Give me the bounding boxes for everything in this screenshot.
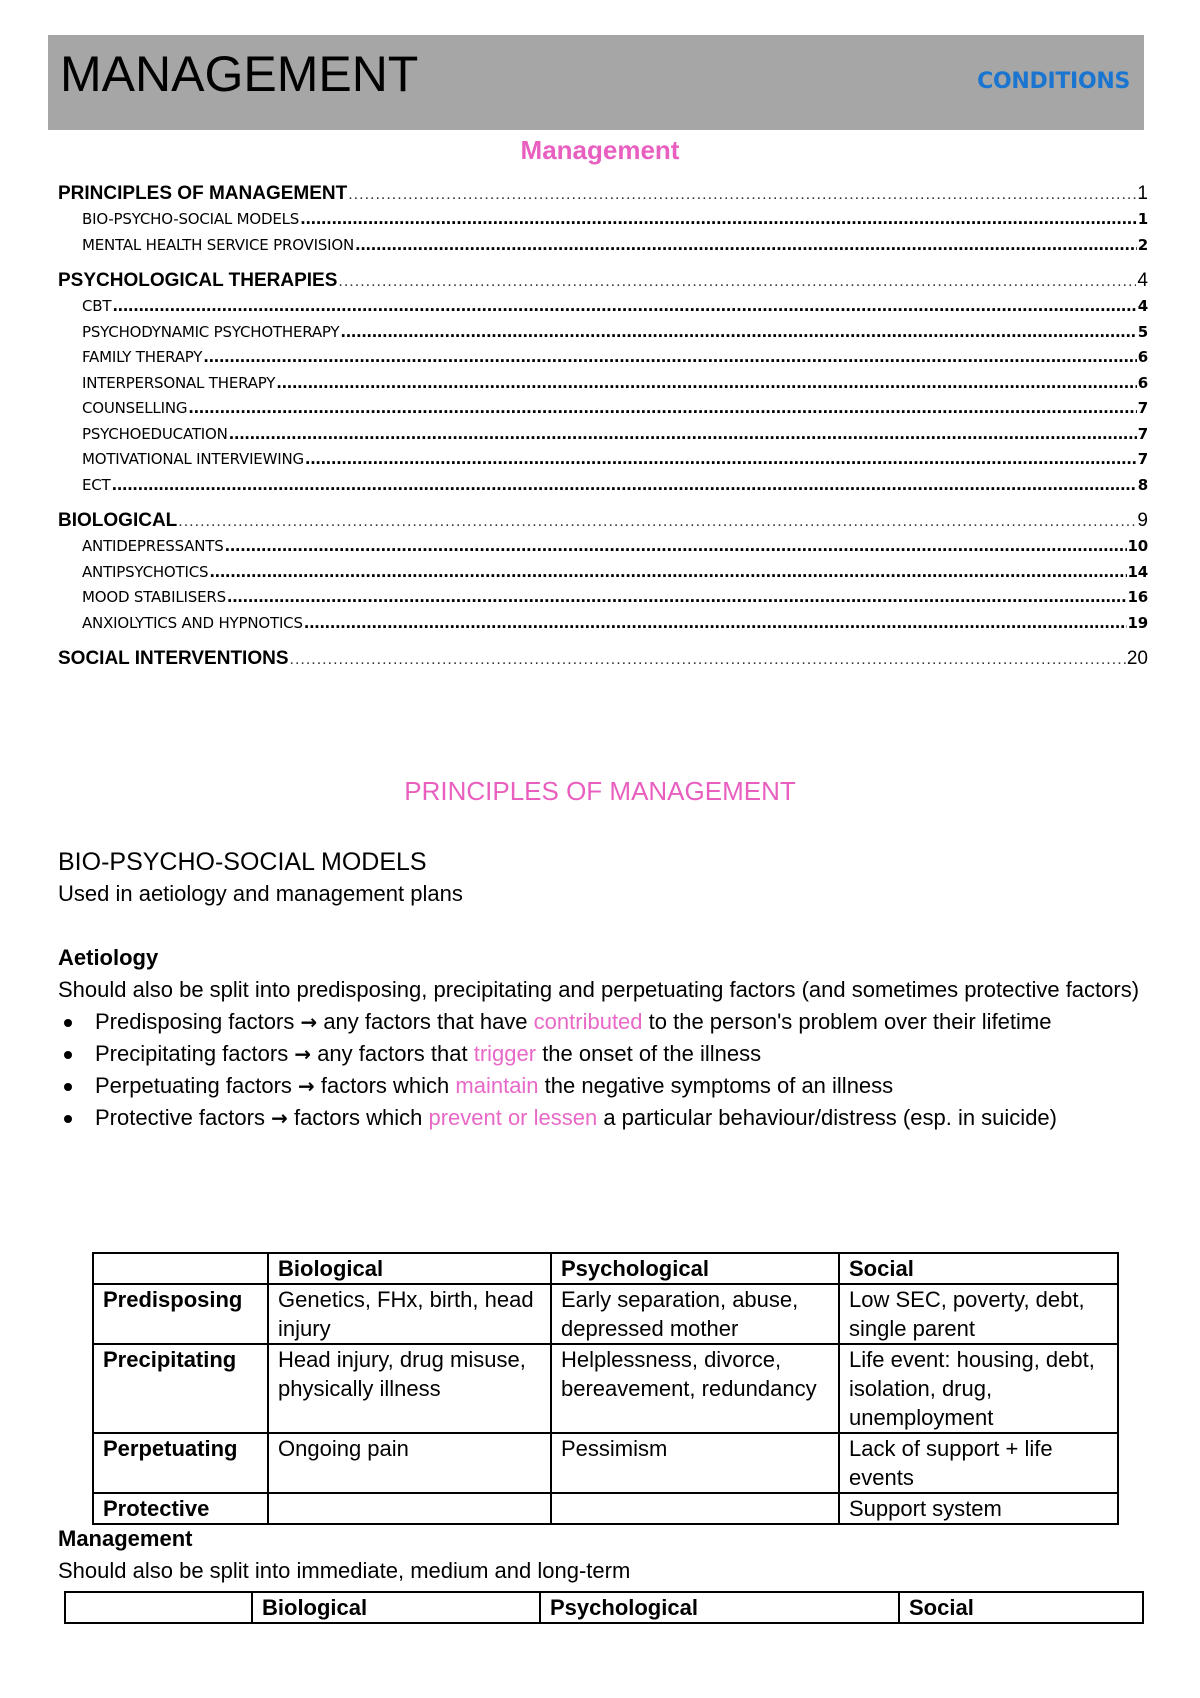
toc-entry[interactable]: [58, 183, 1148, 210]
toc-leader-dots: [338, 273, 1136, 291]
toc-entry-page: 2: [1137, 235, 1148, 254]
table-cell: [268, 1493, 551, 1524]
toc-entry[interactable]: [58, 425, 1148, 451]
toc-entry[interactable]: [58, 399, 1148, 425]
toc-entry[interactable]: [58, 588, 1148, 614]
toc-entry-page: 16: [1127, 588, 1148, 606]
table-row: [93, 1433, 1118, 1493]
bullet-pre: Predisposing factors: [95, 1009, 301, 1034]
toc-entry[interactable]: [58, 348, 1148, 374]
aetiology-table: [92, 1252, 1119, 1525]
toc-leader-dots: [340, 323, 1136, 341]
table-row-label: Precipitating: [93, 1344, 268, 1433]
toc-entry[interactable]: [58, 648, 1148, 675]
toc-entry-label: PRINCIPLES OF MANAGEMENT: [58, 183, 348, 204]
table-header-row: [65, 1592, 1143, 1623]
table-cell: Support system: [839, 1493, 1118, 1524]
toc-entry-label: MENTAL HEALTH SERVICE PROVISION: [82, 235, 355, 254]
toc-entry[interactable]: [58, 323, 1148, 349]
toc-entry-page: 7: [1137, 450, 1148, 468]
bullet-post: a particular behaviour/distress (esp. in suicide): [597, 1105, 1057, 1130]
bullet-mid: any factors that: [311, 1041, 474, 1066]
toc-entry-label: ANTIDEPRESSANTS: [82, 537, 224, 555]
toc-title: Management: [520, 135, 680, 165]
toc-entry[interactable]: [58, 537, 1148, 563]
table-row-label: Perpetuating: [93, 1433, 268, 1493]
table-cell: Genetics, FHx, birth, head injury: [268, 1284, 551, 1344]
toc-leader-dots: [203, 348, 1137, 366]
toc-entry[interactable]: [58, 270, 1148, 297]
toc-leader-dots: [188, 399, 1136, 417]
toc-entry-page: 1: [1137, 183, 1148, 204]
management-heading-block: [58, 1523, 1148, 1587]
toc-leader-dots: [300, 210, 1137, 228]
table-header-cell: Social: [899, 1592, 1143, 1623]
toc-entry-label: CBT: [82, 297, 112, 315]
toc-leader-dots: [229, 425, 1137, 443]
table-cell: Pessimism: [551, 1433, 839, 1493]
toc-entry[interactable]: [58, 236, 1148, 262]
management-text: Should also be split into immediate, medium and long-term: [58, 1558, 631, 1583]
toc-entry[interactable]: [58, 374, 1148, 400]
table-cell: Early separation, abuse, depressed mother: [551, 1284, 839, 1344]
bullet-mid: factors which: [287, 1105, 429, 1130]
toc-entry-label: MOTIVATIONAL INTERVIEWING: [82, 450, 304, 468]
toc-entry[interactable]: [58, 450, 1148, 476]
aetiology-bullets: [58, 1006, 1148, 1134]
bullet-highlight: trigger: [473, 1041, 537, 1066]
toc-leader-dots: [290, 651, 1126, 669]
toc-leader-dots: [355, 236, 1137, 254]
toc-entry[interactable]: [58, 297, 1148, 323]
bullet-mid: any factors that have: [317, 1009, 534, 1034]
toc-entry-page: 1: [1137, 210, 1148, 228]
bullet-post: to the person's problem over their lifetime: [642, 1009, 1052, 1034]
toc-entry[interactable]: [58, 476, 1148, 502]
toc-entry-page: 7: [1137, 399, 1148, 417]
toc-leader-dots: [209, 563, 1126, 581]
toc-entry-page: 6: [1137, 373, 1148, 392]
toc-leader-dots: [225, 537, 1127, 555]
toc-leader-dots: [178, 513, 1136, 531]
toc-leader-dots: [112, 297, 1136, 315]
bullet-post: the onset of the illness: [536, 1041, 762, 1066]
aetiology-bullet: [58, 1102, 1148, 1134]
toc-leader-dots: [348, 186, 1136, 204]
toc-entry-label: MOOD STABILISERS: [82, 588, 226, 606]
aetiology-bullet: [58, 1038, 1148, 1070]
toc-entry-label: ANTIPSYCHOTICS: [82, 562, 209, 581]
header-category: CONDITIONS: [977, 69, 1130, 94]
table-cell: Helplessness, divorce, bereavement, redundancy: [551, 1344, 839, 1433]
toc-leader-dots: [227, 588, 1127, 606]
toc-entry[interactable]: [58, 563, 1148, 589]
toc-entry-label: PSYCHOLOGICAL THERAPIES: [58, 270, 338, 291]
table-cell: [551, 1493, 839, 1524]
toc-entry-label: BIO-PSYCHO-SOCIAL MODELS: [82, 210, 300, 228]
table-header-cell: Psychological: [551, 1253, 839, 1284]
table-header-cell: Social: [839, 1253, 1118, 1284]
section-subtitle: BIO-PSYCHO-SOCIAL MODELS: [58, 848, 427, 876]
section-content: [58, 846, 1148, 1134]
toc-entry-page: 4: [1137, 270, 1148, 291]
bullet-pre: Precipitating factors: [95, 1041, 295, 1066]
toc-leader-dots: [112, 476, 1137, 494]
table-header-cell: Psychological: [540, 1592, 899, 1623]
table-row: [93, 1344, 1118, 1433]
management-table: [64, 1591, 1144, 1624]
bullet-arrow: →: [300, 1010, 318, 1034]
toc-entry-page: 14: [1127, 562, 1148, 581]
table-cell: Low SEC, poverty, debt, single parent: [839, 1284, 1118, 1344]
table-row: [93, 1284, 1118, 1344]
intro-text: Used in aetiology and management plans: [58, 881, 463, 906]
toc-entry-label: PSYCHODYNAMIC PSYCHOTHERAPY: [82, 322, 340, 341]
table-cell: Ongoing pain: [268, 1433, 551, 1493]
toc-leader-dots: [305, 450, 1137, 468]
bullet-mid: factors which: [314, 1073, 456, 1098]
toc-entry-label: ECT: [82, 475, 111, 494]
bullet-highlight: contributed: [533, 1009, 643, 1034]
table-row: [93, 1493, 1118, 1524]
table-header-row: [93, 1253, 1118, 1284]
table-cell: Life event: housing, debt, isolation, drug, unemployment: [839, 1344, 1118, 1433]
table-header-cell: Biological: [268, 1253, 551, 1284]
toc-entry-page: 7: [1137, 424, 1148, 443]
bullet-post: the negative symptoms of an illness: [538, 1073, 894, 1098]
aetiology-text: Should also be split into predisposing, precipitating and perpetuating factors (and sometimes protective factors): [58, 977, 1140, 1002]
toc-leader-dots: [276, 374, 1136, 392]
toc-entry-page: 9: [1137, 510, 1148, 531]
toc-entry[interactable]: [58, 510, 1148, 537]
toc-entry-label: INTERPERSONAL THERAPY: [82, 373, 276, 392]
toc-entry-label: ANXIOLYTICS AND HYPNOTICS: [82, 613, 303, 632]
toc-entry-page: 4: [1137, 297, 1148, 315]
bullet-pre: Protective factors: [95, 1105, 272, 1130]
table-header-cell: [93, 1253, 268, 1284]
toc-entry-label: SOCIAL INTERVENTIONS: [58, 648, 289, 669]
toc-entry[interactable]: [58, 210, 1148, 236]
toc-entry-page: 10: [1127, 537, 1148, 555]
table-row-label: Predisposing: [93, 1284, 268, 1344]
toc-entry-label: PSYCHOEDUCATION: [82, 424, 228, 443]
toc-leader-dots: [304, 614, 1127, 632]
table-header-cell: [65, 1592, 252, 1623]
toc-entry-page: 8: [1137, 475, 1148, 494]
toc-entry-page: 6: [1137, 348, 1148, 366]
section-title: PRINCIPLES OF MANAGEMENT: [404, 776, 796, 806]
bullet-highlight: prevent or lessen: [428, 1105, 598, 1130]
toc-entry[interactable]: [58, 614, 1148, 640]
toc-entry-page: 20: [1126, 648, 1148, 669]
header-title: MANAGEMENT: [60, 46, 419, 102]
header-bar: [48, 35, 1144, 130]
table-cell: Lack of support + life events: [839, 1433, 1118, 1493]
table-row-label: Protective: [93, 1493, 268, 1524]
bullet-pre: Perpetuating factors: [95, 1073, 299, 1098]
toc-entry-page: 19: [1127, 613, 1148, 632]
bullet-arrow: →: [294, 1042, 312, 1066]
table-cell: Head injury, drug misuse, physically illness: [268, 1344, 551, 1433]
management-heading: Management: [58, 1526, 193, 1551]
aetiology-heading: Aetiology: [58, 945, 159, 970]
bullet-arrow: →: [298, 1074, 315, 1098]
table-of-contents: [58, 183, 1148, 675]
toc-entry-label: COUNSELLING: [82, 399, 188, 417]
aetiology-bullet: [58, 1006, 1148, 1038]
aetiology-bullet: [58, 1070, 1148, 1102]
toc-entry-label: FAMILY THERAPY: [82, 348, 203, 366]
table-header-cell: Biological: [252, 1592, 540, 1623]
bullet-arrow: →: [271, 1106, 288, 1130]
toc-entry-label: BIOLOGICAL: [58, 510, 178, 531]
toc-entry-page: 5: [1137, 322, 1148, 341]
bullet-highlight: maintain: [455, 1073, 539, 1098]
